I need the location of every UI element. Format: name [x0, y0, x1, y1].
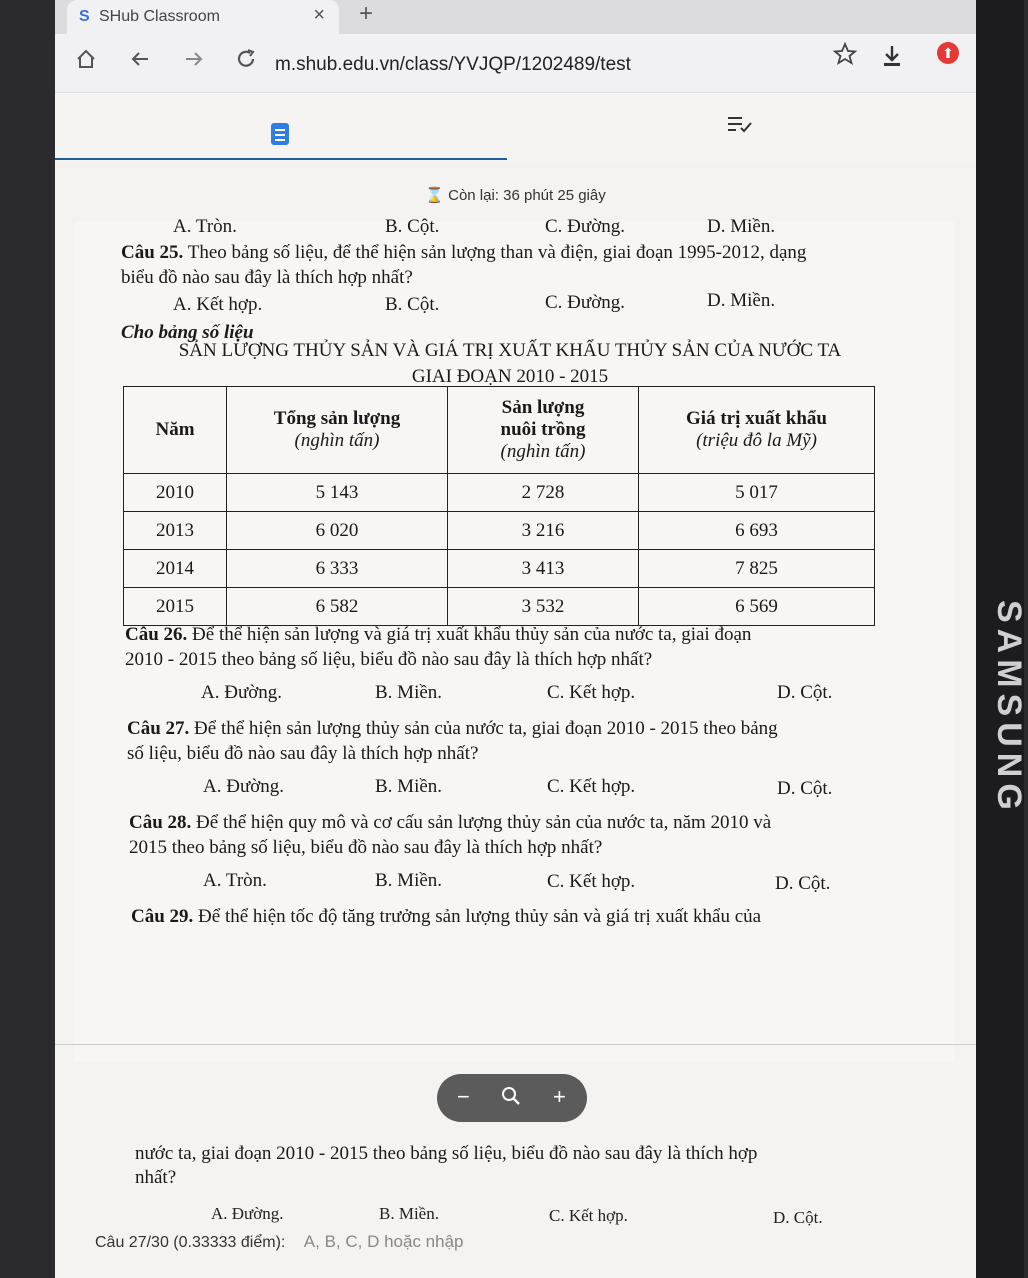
home-icon[interactable]: [75, 48, 97, 77]
q29-option-a: A. Đường.: [211, 1204, 284, 1223]
question-29: [131, 904, 901, 929]
col-header-total: Tổng sản lượng (nghìn tấn): [227, 387, 448, 474]
cell-export: 6 569: [639, 588, 875, 626]
question-25: [121, 240, 901, 290]
q26-option-c: C. Kết hợp.: [547, 682, 636, 703]
table-row: [124, 550, 875, 588]
q25-option-d: D. Miền.: [707, 290, 776, 311]
q26-option-b: B. Miền.: [375, 682, 443, 703]
table-subtitle: GIAI ĐOẠN 2010 - 2015: [411, 366, 609, 387]
question-text: nhất?: [135, 1167, 177, 1188]
question-28: [129, 810, 899, 860]
address-bar[interactable]: [265, 40, 825, 86]
col-header-farmed: Sản lượng nuôi trồng (nghìn tấn): [448, 387, 639, 474]
q28-option-a: A. Tròn.: [203, 870, 267, 891]
q29-option-b: B. Miền.: [379, 1204, 439, 1223]
cell-total: 5 143: [227, 474, 448, 512]
back-arrow-icon[interactable]: [129, 48, 151, 77]
tab-strip: [55, 0, 976, 34]
checklist-icon[interactable]: [727, 115, 753, 139]
question-27: [127, 716, 897, 766]
question-text: 2015 theo bảng số liệu, biểu đồ nào sau đây là thích hợp nhất?: [129, 837, 603, 858]
forward-arrow-icon[interactable]: [183, 48, 205, 77]
page-divider: [55, 1044, 976, 1045]
exam-document: [75, 216, 955, 1062]
update-icon[interactable]: ⬆: [937, 42, 959, 64]
q26-option-a: A. Đường.: [201, 682, 283, 703]
q29-options-clipped: [205, 1202, 855, 1227]
zoom-in-button[interactable]: +: [553, 1084, 566, 1109]
zoom-control: [437, 1074, 587, 1122]
q25-option-c: C. Đường.: [545, 292, 625, 313]
cell-export: 5 017: [639, 474, 875, 512]
question-26: [125, 622, 895, 672]
question-29-continued: [135, 1142, 835, 1190]
q28-option-d: D. Cột.: [775, 873, 831, 894]
active-tab-indicator: [55, 158, 507, 160]
q25-option-a: A. Kết hợp.: [173, 294, 263, 315]
data-table: [123, 386, 875, 626]
cell-farmed: 3 216: [448, 512, 639, 550]
q25-option-b: B. Cột.: [385, 294, 440, 315]
prev-option-c: C. Đường.: [545, 216, 625, 237]
cell-farmed: 2 728: [448, 474, 639, 512]
bookmark-star-icon[interactable]: [833, 42, 857, 73]
question-label: Câu 27.: [127, 718, 190, 739]
zoom-reset-icon[interactable]: [501, 1086, 521, 1111]
col-header-year: Năm: [124, 387, 227, 474]
cell-total: 6 020: [227, 512, 448, 550]
q28-option-c: C. Kết hợp.: [547, 871, 636, 892]
device-bezel: [976, 0, 1028, 1278]
question-text: Theo bảng số liệu, để thể hiện sản lượng than và điện, giai đoạn 1995-2012, dạng: [187, 242, 807, 263]
cell-total: 6 582: [227, 588, 448, 626]
cell-year: 2014: [124, 550, 227, 588]
q27-option-a: A. Đường.: [203, 776, 285, 797]
question-label: Câu 29.: [131, 906, 194, 927]
brand-logo: SAMSUNG: [990, 600, 1028, 816]
question-text: 2010 - 2015 theo bảng số liệu, biểu đồ nào sau đây là thích hợp nhất?: [125, 649, 653, 670]
cell-year: 2013: [124, 512, 227, 550]
q29-option-d: D. Cột.: [773, 1208, 823, 1227]
col-header-export: Giá trị xuất khẩu (triệu đô la Mỹ): [639, 387, 875, 474]
browser-toolbar: [55, 34, 976, 93]
question-text: nước ta, giai đoạn 2010 - 2015 theo bảng số liệu, biểu đồ nào sau đây là thích hợp: [135, 1143, 758, 1164]
cell-year: 2015: [124, 588, 227, 626]
q27-option-c: C. Kết hợp.: [547, 776, 636, 797]
given-data-label: Cho bảng số liệu: [121, 322, 254, 343]
question-text: số liệu, biểu đồ nào sau đây là thích hợp nhất?: [127, 743, 479, 764]
cell-year: 2010: [124, 474, 227, 512]
table-row: [124, 474, 875, 512]
q29-option-c: C. Kết hợp.: [549, 1206, 628, 1225]
cell-total: 6 333: [227, 550, 448, 588]
table-row: [124, 512, 875, 550]
q26-option-d: D. Cột.: [777, 682, 833, 703]
download-icon[interactable]: [881, 44, 903, 74]
previous-options-clipped: [75, 216, 955, 237]
prev-option-a: A. Tròn.: [173, 216, 237, 237]
q27-option-b: B. Miền.: [375, 776, 443, 797]
tab-title: SHub Classroom: [99, 8, 220, 25]
browser-screen: [55, 0, 976, 1278]
countdown-timer: ⌛ Còn lại: 36 phút 25 giây: [425, 187, 606, 204]
table-row: [124, 588, 875, 626]
answer-input[interactable]: A, B, C, D hoặc nhập: [303, 1232, 464, 1251]
question-progress-label: Câu 27/30 (0.33333 điểm):: [95, 1234, 286, 1251]
prev-option-b: B. Cột.: [385, 216, 440, 237]
table-title: SẢN LƯỢNG THỦY SẢN VÀ GIÁ TRỊ XUẤT KHẨU THỦY SẢN CỦA NƯỚC TA: [178, 340, 842, 361]
zoom-out-button[interactable]: −: [457, 1084, 470, 1109]
question-label: Câu 28.: [129, 812, 192, 833]
document-icon[interactable]: [271, 123, 289, 145]
question-text: Để thể hiện sản lượng và giá trị xuất khẩu thủy sản của nước ta, giai đoạn: [192, 624, 752, 645]
cell-export: 7 825: [639, 550, 875, 588]
answer-bar: [95, 1232, 464, 1252]
cell-farmed: 3 413: [448, 550, 639, 588]
question-label: Câu 26.: [125, 624, 188, 645]
q27-option-d: D. Cột.: [777, 778, 833, 799]
question-text: Để thể hiện tốc độ tăng trưởng sản lượng thủy sản và giá trị xuất khẩu của: [198, 906, 762, 927]
question-text: biểu đồ nào sau đây là thích hợp nhất?: [121, 267, 413, 288]
tab-close-icon[interactable]: ×: [313, 4, 325, 26]
question-text: Để thể hiện quy mô và cơ cấu sản lượng thủy sản của nước ta, năm 2010 và: [196, 812, 772, 833]
prev-option-d: D. Miền.: [707, 216, 776, 237]
question-text: Để thể hiện sản lượng thủy sản của nước ta, giai đoạn 2010 - 2015 theo bảng: [194, 718, 778, 739]
shub-favicon-icon: S: [79, 8, 90, 25]
cell-farmed: 3 532: [448, 588, 639, 626]
q28-option-b: B. Miền.: [375, 870, 443, 891]
new-tab-icon[interactable]: +: [359, 0, 374, 27]
table-header-row: [124, 387, 875, 474]
url-text: m.shub.edu.vn/class/YVJQP/1202489/test: [275, 54, 631, 75]
cell-export: 6 693: [639, 512, 875, 550]
question-label: Câu 25.: [121, 242, 184, 263]
app-header: [55, 93, 976, 163]
browser-tab[interactable]: [67, 0, 339, 34]
reload-icon[interactable]: [235, 48, 257, 77]
